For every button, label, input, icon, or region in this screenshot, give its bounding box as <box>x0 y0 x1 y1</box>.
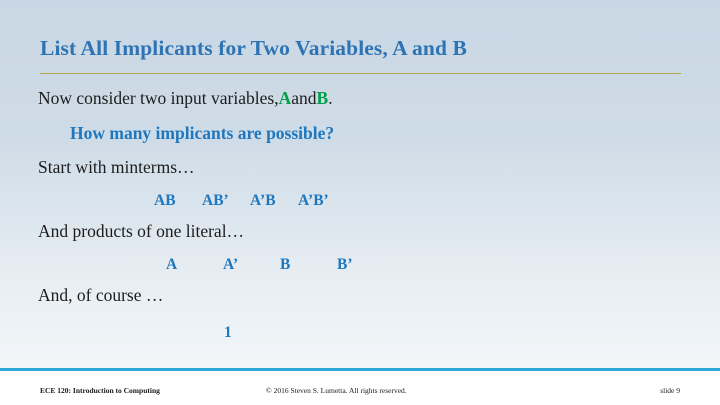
footer-slide-number: slide 9 <box>660 386 680 395</box>
minterm-item: A’B’ <box>298 192 329 209</box>
minterm-item: AB <box>154 192 176 209</box>
single-literal-list <box>38 256 688 287</box>
minterm-list <box>38 192 688 223</box>
question-line: How many implicants are possible? <box>70 123 335 143</box>
title-divider <box>40 73 681 74</box>
intro-text-after: . <box>328 88 333 108</box>
single-literal-item: B’ <box>337 256 353 273</box>
single-literal-intro-line: And products of one literal… <box>38 221 245 241</box>
intro-text-before: Now consider two input variables, <box>38 88 279 108</box>
minterm-intro-line: Start with minterms… <box>38 157 195 177</box>
footer-copyright-label: © 2016 Steven S. Lumetta. All rights reserved. <box>266 386 407 395</box>
single-literal-item: B <box>280 256 291 273</box>
variable-b-label: B <box>316 88 329 108</box>
single-literal-item: A’ <box>223 256 239 273</box>
footer-course-label: ECE 120: Introduction to Computing <box>40 386 160 395</box>
variable-a-label: A <box>278 88 292 108</box>
minterm-item: A’B <box>250 192 276 209</box>
intro-line <box>38 90 688 123</box>
slide-title: List All Implicants for Two Variables, A and B <box>40 36 467 60</box>
intro-text-middle: and <box>291 88 317 108</box>
slide-body <box>38 90 688 342</box>
minterm-item: AB’ <box>202 192 229 209</box>
closing-intro-line: And, of course … <box>38 285 164 305</box>
single-literal-item: A <box>166 256 178 273</box>
one-term: 1 <box>224 324 232 341</box>
